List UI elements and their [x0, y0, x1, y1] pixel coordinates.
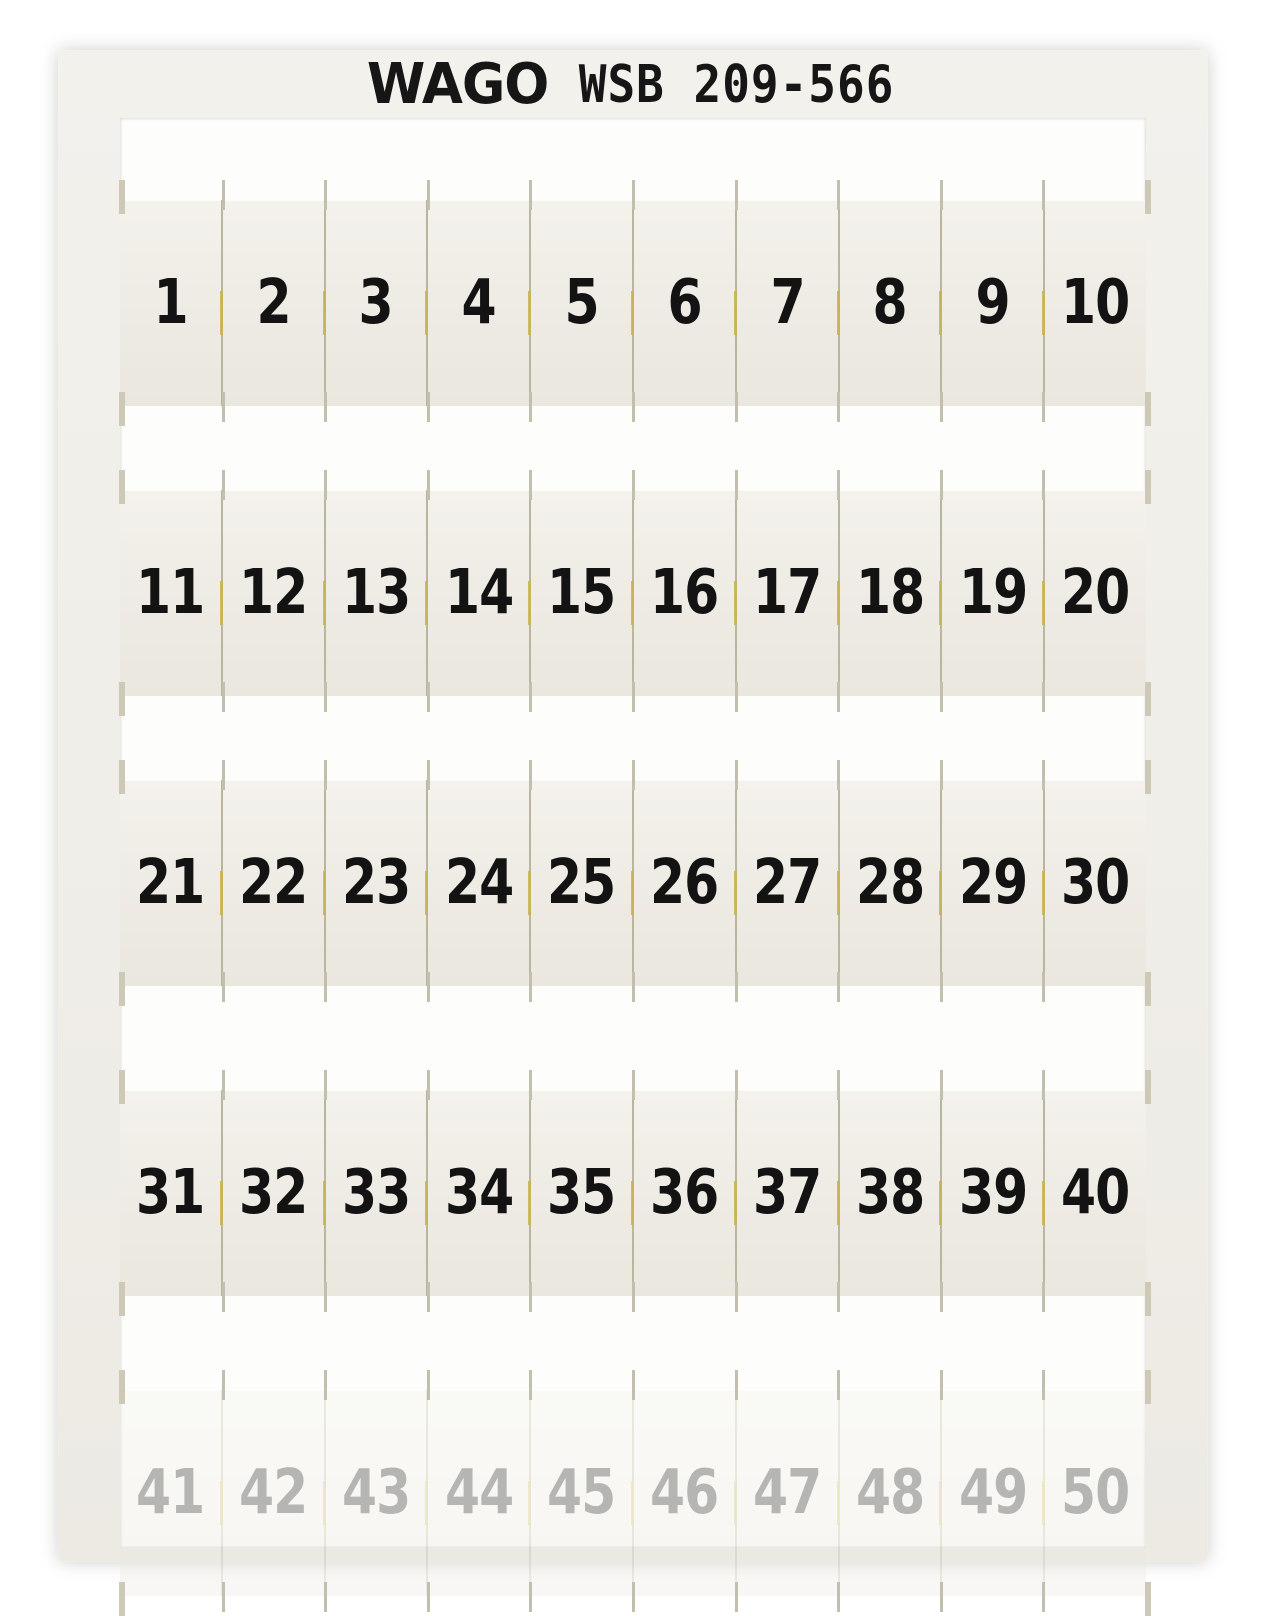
comb-tick	[837, 1370, 840, 1400]
comb-tick	[1042, 972, 1045, 1002]
marker-tag[interactable]	[1045, 1390, 1146, 1596]
marker-tag[interactable]	[326, 1390, 429, 1596]
comb-tick	[837, 470, 840, 500]
marker-card	[58, 50, 1208, 1562]
comb-tick	[529, 1070, 532, 1100]
comb-tick	[529, 180, 532, 210]
marker-tag-number: 26	[650, 847, 719, 919]
comb-tick	[427, 1282, 430, 1312]
comb-tick	[1042, 392, 1045, 422]
marker-tag[interactable]	[840, 200, 943, 406]
part-number: WSB 209-566	[578, 53, 895, 115]
marker-tag[interactable]	[428, 490, 531, 696]
comb-tick	[1145, 1582, 1151, 1616]
marker-tag-number: 25	[547, 847, 616, 919]
comb-tick	[1145, 1070, 1151, 1104]
marker-tag[interactable]	[840, 490, 943, 696]
marker-tag[interactable]	[840, 1390, 943, 1596]
comb-tick	[1145, 1370, 1151, 1404]
comb-tick	[324, 1070, 327, 1100]
comb-tick	[1042, 470, 1045, 500]
comb-tick	[222, 180, 225, 210]
marker-tag-number: 35	[547, 1157, 616, 1229]
comb-tick	[324, 470, 327, 500]
marker-tag[interactable]	[223, 490, 326, 696]
comb-tick	[940, 1070, 943, 1100]
comb-tick	[632, 1282, 635, 1312]
marker-tag-number: 42	[239, 1457, 308, 1529]
marker-tag-number: 1	[153, 267, 188, 339]
marker-tag-number: 34	[444, 1157, 513, 1229]
marker-tag[interactable]	[634, 1090, 737, 1296]
comb-tick	[837, 392, 840, 422]
marker-tag-number: 15	[547, 557, 616, 629]
marker-tag-number: 4	[461, 267, 496, 339]
comb-tick	[427, 1582, 430, 1612]
marker-tag[interactable]	[120, 1090, 223, 1296]
marker-tag[interactable]	[223, 200, 326, 406]
marker-tag[interactable]	[120, 200, 223, 406]
comb-tick	[324, 682, 327, 712]
comb-tick	[735, 972, 738, 1002]
comb-tick	[940, 392, 943, 422]
comb-tick	[940, 760, 943, 790]
comb-tick	[837, 760, 840, 790]
marker-tag[interactable]	[120, 780, 223, 986]
wago-logo-text: WAGO	[366, 51, 548, 117]
comb-tick	[632, 180, 635, 210]
marker-tag-number: 27	[753, 847, 822, 919]
comb-tick	[119, 470, 125, 504]
marker-tag-number: 16	[650, 557, 719, 629]
comb-tick	[529, 1370, 532, 1400]
comb-tick	[222, 392, 225, 422]
comb-tick	[222, 682, 225, 712]
marker-tag[interactable]	[531, 1090, 634, 1296]
comb-tick	[632, 1070, 635, 1100]
comb-tick	[735, 180, 738, 210]
marker-tag-number: 19	[958, 557, 1027, 629]
marker-tag-number: 10	[1061, 267, 1130, 339]
marker-tag[interactable]	[942, 780, 1045, 986]
marker-tag-number: 22	[239, 847, 308, 919]
marker-tag-number: 46	[650, 1457, 719, 1529]
comb-tick	[1145, 682, 1151, 716]
marker-tag-number: 14	[444, 557, 513, 629]
comb-tick	[1042, 180, 1045, 210]
comb-tick	[119, 1582, 125, 1616]
comb-tick	[427, 1370, 430, 1400]
marker-tag[interactable]	[120, 490, 223, 696]
marker-tag-number: 49	[958, 1457, 1027, 1529]
marker-tag-number: 13	[341, 557, 411, 629]
marker-tag-number: 3	[358, 267, 394, 339]
marker-tag-number: 18	[855, 557, 925, 629]
comb-tick	[940, 682, 943, 712]
card-header	[58, 50, 1208, 118]
comb-tick	[324, 760, 327, 790]
marker-tag-number: 21	[136, 847, 205, 919]
marker-tag[interactable]	[737, 1390, 840, 1596]
comb-tick	[735, 1070, 738, 1100]
comb-tick	[324, 1282, 327, 1312]
comb-tick	[1042, 760, 1045, 790]
comb-tick	[735, 470, 738, 500]
comb-tick	[222, 1582, 225, 1612]
comb-tick	[735, 1370, 738, 1400]
comb-tick	[427, 760, 430, 790]
comb-tick	[837, 1070, 840, 1100]
marker-tag-number: 31	[136, 1157, 205, 1229]
comb-tick	[1145, 972, 1151, 1006]
marker-tag-number: 36	[650, 1157, 719, 1229]
comb-tick	[632, 682, 635, 712]
marker-tag[interactable]	[942, 490, 1045, 696]
comb-tick	[529, 760, 532, 790]
comb-tick	[837, 972, 840, 1002]
comb-tick	[940, 1282, 943, 1312]
comb-tick	[222, 1282, 225, 1312]
comb-tick	[529, 1282, 532, 1312]
comb-tick	[222, 1070, 225, 1100]
marker-tag[interactable]	[531, 200, 634, 406]
marker-tag-number: 23	[341, 847, 411, 919]
marker-tag-number: 37	[753, 1157, 822, 1229]
marker-tag-number: 41	[136, 1457, 205, 1529]
comb-tick	[529, 392, 532, 422]
marker-tag[interactable]	[737, 1090, 840, 1296]
comb-tick	[837, 682, 840, 712]
comb-tick	[1145, 392, 1151, 426]
marker-tag[interactable]	[531, 1390, 634, 1596]
marker-tag-number: 2	[256, 267, 291, 339]
marker-tag[interactable]	[1045, 490, 1146, 696]
marker-tag-number: 48	[855, 1457, 925, 1529]
comb-tick	[632, 972, 635, 1002]
comb-tick	[427, 470, 430, 500]
marker-tag[interactable]	[634, 200, 737, 406]
comb-tick	[119, 972, 125, 1006]
marker-tag[interactable]	[840, 1090, 943, 1296]
comb-tick	[324, 1370, 327, 1400]
marker-tag-number: 9	[975, 267, 1010, 339]
comb-tick	[1042, 1282, 1045, 1312]
marker-tag[interactable]	[942, 1090, 1045, 1296]
marker-tag[interactable]	[326, 1090, 429, 1296]
comb-tick	[1145, 180, 1151, 214]
comb-tick	[427, 392, 430, 422]
marker-tag[interactable]	[737, 200, 840, 406]
marker-tag[interactable]	[942, 200, 1045, 406]
comb-tick	[940, 1582, 943, 1612]
marker-tag[interactable]	[326, 780, 429, 986]
comb-tick	[119, 682, 125, 716]
marker-tag-number: 30	[1061, 847, 1130, 919]
comb-tick	[632, 392, 635, 422]
comb-tick	[940, 1370, 943, 1400]
marker-tag[interactable]	[223, 780, 326, 986]
comb-tick	[837, 1582, 840, 1612]
marker-tag-number: 39	[958, 1157, 1027, 1229]
comb-tick	[222, 1370, 225, 1400]
marker-tag[interactable]	[634, 490, 737, 696]
marker-tag-number: 24	[444, 847, 513, 919]
marker-strip	[120, 200, 1146, 406]
comb-tick	[735, 1282, 738, 1312]
comb-tick	[940, 180, 943, 210]
comb-tick	[1145, 470, 1151, 504]
marker-tag[interactable]	[1045, 200, 1146, 406]
comb-tick	[529, 972, 532, 1002]
comb-tick	[119, 1370, 125, 1404]
marker-tag-number: 32	[239, 1157, 308, 1229]
marker-tag-number: 40	[1061, 1157, 1130, 1229]
marker-tag-number: 38	[855, 1157, 925, 1229]
marker-tag-number: 5	[564, 267, 599, 339]
marker-tag-number: 20	[1061, 557, 1130, 629]
comb-tick	[1145, 1282, 1151, 1316]
marker-tag-number: 7	[770, 267, 805, 339]
marker-tag[interactable]	[737, 780, 840, 986]
comb-tick	[529, 682, 532, 712]
marker-tag[interactable]	[120, 1390, 223, 1596]
comb-tick	[735, 392, 738, 422]
marker-tag[interactable]	[428, 1390, 531, 1596]
marker-tag-number: 8	[872, 267, 908, 339]
marker-tag-number: 11	[136, 557, 205, 629]
comb-tick	[324, 392, 327, 422]
marker-tag-number: 45	[547, 1457, 616, 1529]
marker-strip	[120, 780, 1146, 986]
marker-tag-number: 50	[1061, 1457, 1130, 1529]
marker-tag-number: 28	[855, 847, 925, 919]
marker-tag[interactable]	[326, 200, 429, 406]
marker-tag[interactable]	[634, 1390, 737, 1596]
marker-tag[interactable]	[737, 490, 840, 696]
comb-tick	[735, 760, 738, 790]
comb-tick	[427, 1070, 430, 1100]
marker-tag[interactable]	[223, 1090, 326, 1296]
comb-tick	[427, 682, 430, 712]
comb-tick	[632, 760, 635, 790]
marker-tag-number: 33	[341, 1157, 411, 1229]
comb-tick	[119, 180, 125, 214]
comb-tick	[324, 180, 327, 210]
comb-tick	[940, 972, 943, 1002]
marker-tag-number: 47	[753, 1457, 822, 1529]
marker-tag-number: 44	[444, 1457, 513, 1529]
comb-tick	[1042, 1370, 1045, 1400]
marker-tag[interactable]	[223, 1390, 326, 1596]
marker-tag[interactable]	[942, 1390, 1045, 1596]
marker-tag[interactable]	[531, 490, 634, 696]
comb-tick	[529, 470, 532, 500]
comb-tick	[222, 470, 225, 500]
marker-tag-number: 43	[341, 1457, 411, 1529]
marker-tag-number: 12	[239, 557, 308, 629]
marker-tag[interactable]	[1045, 780, 1146, 986]
comb-tick	[940, 470, 943, 500]
marker-tag[interactable]	[428, 1090, 531, 1296]
marker-tag-number: 29	[958, 847, 1027, 919]
comb-tick	[529, 1582, 532, 1612]
comb-tick	[632, 1582, 635, 1612]
marker-tag[interactable]	[634, 780, 737, 986]
comb-tick	[632, 1370, 635, 1400]
marker-tag[interactable]	[326, 490, 429, 696]
comb-tick	[632, 470, 635, 500]
comb-tick	[222, 760, 225, 790]
comb-tick	[1042, 1070, 1045, 1100]
comb-tick	[324, 972, 327, 1002]
marker-tag[interactable]	[840, 780, 943, 986]
marker-tag[interactable]	[1045, 1090, 1146, 1296]
comb-tick	[119, 1282, 125, 1316]
comb-tick	[427, 972, 430, 1002]
marker-tag[interactable]	[531, 780, 634, 986]
comb-tick	[735, 682, 738, 712]
comb-tick	[1042, 682, 1045, 712]
comb-tick	[119, 760, 125, 794]
marker-strip	[120, 1090, 1146, 1296]
comb-tick	[735, 1582, 738, 1612]
comb-tick	[837, 1282, 840, 1312]
comb-tick	[1145, 760, 1151, 794]
comb-tick	[1042, 1582, 1045, 1612]
marker-tag-number: 6	[667, 267, 702, 339]
comb-tick	[119, 1070, 125, 1104]
marker-strip	[120, 1390, 1146, 1596]
comb-tick	[119, 392, 125, 426]
marker-tag-number: 17	[753, 557, 822, 629]
comb-tick	[427, 180, 430, 210]
comb-tick	[324, 1582, 327, 1612]
marker-tag[interactable]	[428, 200, 531, 406]
marker-tag[interactable]	[428, 780, 531, 986]
comb-tick	[222, 972, 225, 1002]
comb-tick	[837, 180, 840, 210]
marker-strip	[120, 490, 1146, 696]
